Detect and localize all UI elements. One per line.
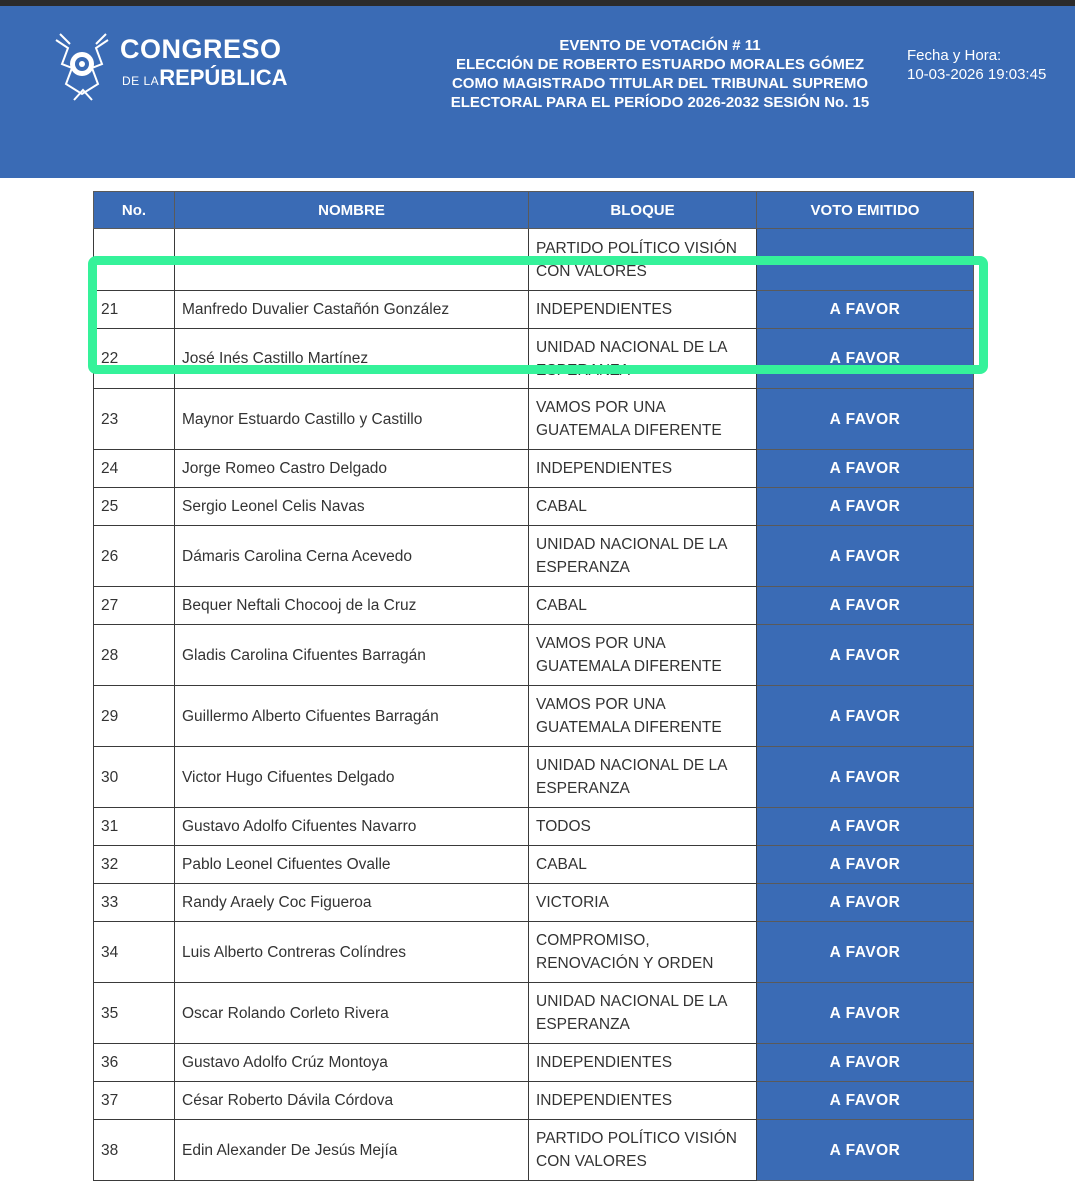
bloque-line: INDEPENDIENTES [536, 301, 673, 318]
event-title-line: COMO MAGISTRADO TITULAR DEL TRIBUNAL SUPREMO [451, 75, 869, 92]
row-name: José Inés Castillo Martínez [175, 329, 529, 389]
row-name: Luis Alberto Contreras Colíndres [175, 922, 529, 983]
row-vote: A FAVOR [757, 450, 974, 488]
row-name: Maynor Estuardo Castillo y Castillo [175, 389, 529, 450]
row-bloque [529, 884, 757, 922]
row-number: 21 [94, 291, 175, 329]
row-bloque [529, 1044, 757, 1082]
datetime-block [907, 46, 1046, 84]
bloque-line: UNIDAD NACIONAL DE LA [536, 757, 728, 774]
bloque-line: GUATEMALA DIFERENTE [536, 719, 722, 736]
row-number: 35 [94, 983, 175, 1044]
row-bloque [529, 983, 757, 1044]
row-name: Bequer Neftali Chocooj de la Cruz [175, 587, 529, 625]
table-row [94, 1120, 974, 1181]
bloque-line: ESPERANZA [536, 1016, 630, 1033]
row-vote: A FAVOR [757, 846, 974, 884]
row-bloque [529, 625, 757, 686]
table-header-row [94, 192, 974, 229]
row-number: 22 [94, 329, 175, 389]
row-number: 33 [94, 884, 175, 922]
logo-de-la-text: DE LA [122, 74, 160, 88]
bloque-line: VICTORIA [536, 894, 609, 911]
row-name: Gustavo Adolfo Cifuentes Navarro [175, 808, 529, 846]
bloque-line: INDEPENDIENTES [536, 1054, 673, 1071]
row-number: 32 [94, 846, 175, 884]
row-vote: A FAVOR [757, 625, 974, 686]
row-vote: A FAVOR [757, 747, 974, 808]
congreso-logo [52, 28, 292, 108]
bloque-line: UNIDAD NACIONAL DE LA [536, 536, 728, 553]
row-bloque [529, 488, 757, 526]
row-vote: A FAVOR [757, 1082, 974, 1120]
datetime-label: Fecha y Hora: [907, 47, 1002, 64]
table-row [94, 1082, 974, 1120]
column-header-nombre: NOMBRE [175, 192, 529, 229]
row-number: 27 [94, 587, 175, 625]
row-name: Gladis Carolina Cifuentes Barragán [175, 625, 529, 686]
column-header-no: No. [94, 192, 175, 229]
row-vote: A FAVOR [757, 329, 974, 389]
table-row [94, 922, 974, 983]
bloque-line: GUATEMALA DIFERENTE [536, 658, 722, 675]
table-row [94, 389, 974, 450]
row-name: Randy Araely Coc Figueroa [175, 884, 529, 922]
row-number: 24 [94, 450, 175, 488]
table-row [94, 488, 974, 526]
bloque-line: COMPROMISO, [536, 932, 650, 949]
row-name: Dámaris Carolina Cerna Acevedo [175, 526, 529, 587]
row-vote: A FAVOR [757, 922, 974, 983]
row-vote: A FAVOR [757, 587, 974, 625]
row-number: 34 [94, 922, 175, 983]
table-row [94, 808, 974, 846]
table-row [94, 686, 974, 747]
row-name: César Roberto Dávila Córdova [175, 1082, 529, 1120]
table-row [94, 983, 974, 1044]
bloque-line: ESPERANZA [536, 780, 630, 797]
bloque-line: CABAL [536, 856, 587, 873]
bloque-line: PARTIDO POLÍTICO VISIÓN [536, 1130, 737, 1147]
bloque-line: UNIDAD NACIONAL DE LA [536, 338, 728, 356]
row-number: 38 [94, 1120, 175, 1181]
row-vote: A FAVOR [757, 808, 974, 846]
bloque-line: VAMOS POR UNA [536, 635, 666, 652]
highlight-box [88, 256, 988, 374]
row-vote: A FAVOR [757, 686, 974, 747]
row-bloque [529, 1120, 757, 1181]
row-bloque [529, 389, 757, 450]
table-row [94, 1044, 974, 1082]
row-name: Oscar Rolando Corleto Rivera [175, 983, 529, 1044]
row-vote: A FAVOR [757, 488, 974, 526]
row-bloque [529, 808, 757, 846]
column-header-voto: VOTO EMITIDO [757, 192, 974, 229]
table-row [94, 846, 974, 884]
table-row [94, 587, 974, 625]
row-bloque [529, 846, 757, 884]
column-header-bloque: BLOQUE [529, 192, 757, 229]
table-row [94, 526, 974, 587]
row-number: 29 [94, 686, 175, 747]
row-vote: A FAVOR [757, 1120, 974, 1181]
row-vote: A FAVOR [757, 884, 974, 922]
row-vote: A FAVOR [757, 526, 974, 587]
row-bloque [529, 686, 757, 747]
bloque-line: CON VALORES [536, 262, 647, 280]
row-vote: A FAVOR [757, 1044, 974, 1082]
bloque-line: TODOS [536, 818, 591, 835]
row-bloque [529, 450, 757, 488]
bloque-line: UNIDAD NACIONAL DE LA [536, 993, 728, 1010]
bloque-line: INDEPENDIENTES [536, 460, 673, 477]
row-name: Gustavo Adolfo Crúz Montoya [175, 1044, 529, 1082]
table-row [94, 884, 974, 922]
bloque-line: ESPERANZA [536, 361, 630, 379]
row-vote: A FAVOR [757, 389, 974, 450]
row-name: Guillermo Alberto Cifuentes Barragán [175, 686, 529, 747]
row-number: 31 [94, 808, 175, 846]
logo-republica-text [122, 65, 288, 91]
row-name: Victor Hugo Cifuentes Delgado [175, 747, 529, 808]
bloque-line: ESPERANZA [536, 559, 630, 576]
page-header [0, 6, 1075, 178]
bloque-line: VAMOS POR UNA [536, 696, 666, 713]
bloque-line: PARTIDO POLÍTICO VISIÓN [536, 239, 737, 257]
table-row [94, 747, 974, 808]
row-number: 28 [94, 625, 175, 686]
event-title [430, 36, 890, 112]
row-number: 23 [94, 389, 175, 450]
row-name: Pablo Leonel Cifuentes Ovalle [175, 846, 529, 884]
row-name: Sergio Leonel Celis Navas [175, 488, 529, 526]
row-vote: A FAVOR [757, 291, 974, 329]
row-number: 37 [94, 1082, 175, 1120]
row-number: 30 [94, 747, 175, 808]
bloque-line: VAMOS POR UNA [536, 399, 666, 416]
logo-republica-word: REPÚBLICA [159, 65, 288, 90]
logo-congreso-text: CONGRESO [120, 34, 282, 64]
bloque-line: CON VALORES [536, 1153, 647, 1170]
bloque-line: GUATEMALA DIFERENTE [536, 422, 722, 439]
event-title-line: ELECTORAL PARA EL PERÍODO 2026-2032 SESIÓN No. 15 [450, 94, 870, 111]
row-bloque [529, 922, 757, 983]
bloque-line: CABAL [536, 597, 587, 614]
coat-of-arms-icon [52, 28, 114, 108]
row-bloque [529, 587, 757, 625]
table-row [94, 625, 974, 686]
row-name: Manfredo Duvalier Castañón González [175, 291, 529, 329]
row-number: 26 [94, 526, 175, 587]
datetime-value: 10-03-2026 19:03:45 [907, 66, 1047, 83]
bloque-line: INDEPENDIENTES [536, 1092, 673, 1109]
row-bloque [529, 747, 757, 808]
row-name: Jorge Romeo Castro Delgado [175, 450, 529, 488]
row-bloque [529, 1082, 757, 1120]
row-vote: A FAVOR [757, 983, 974, 1044]
bloque-line: CABAL [536, 498, 587, 515]
table-row [94, 450, 974, 488]
row-number: 25 [94, 488, 175, 526]
event-title-line: ELECCIÓN DE ROBERTO ESTUARDO MORALES GÓMEZ [455, 56, 865, 73]
row-bloque [529, 526, 757, 587]
row-number: 36 [94, 1044, 175, 1082]
event-title-line: EVENTO DE VOTACIÓN # 11 [559, 37, 761, 54]
bloque-line: RENOVACIÓN Y ORDEN [536, 955, 714, 972]
row-name: Edin Alexander De Jesús Mejía [175, 1120, 529, 1181]
